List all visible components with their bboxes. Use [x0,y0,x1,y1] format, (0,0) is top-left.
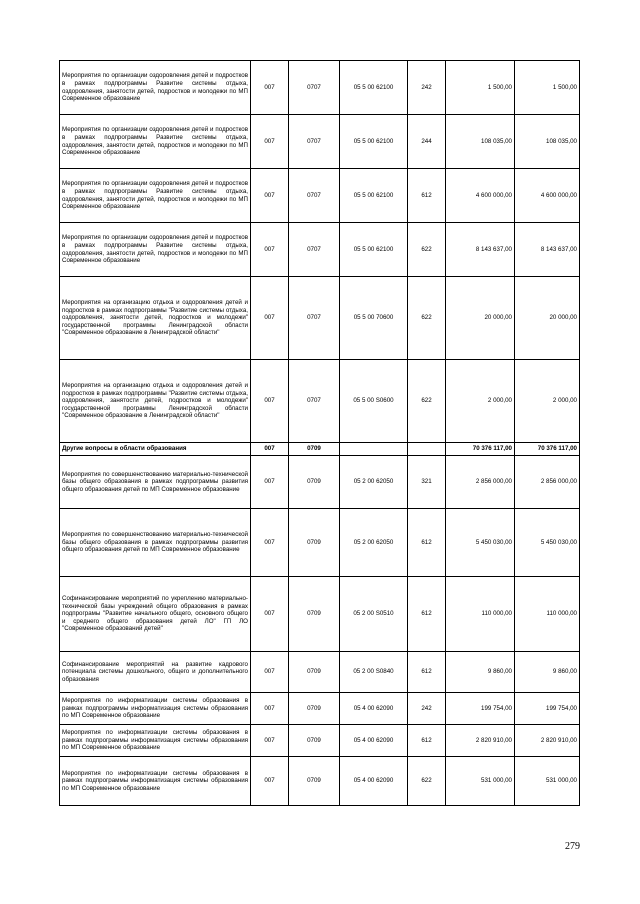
ministry-code: 007 [251,115,289,169]
amount-1: 531 000,00 [446,757,515,806]
amount-1: 1 500,00 [446,61,515,115]
amount-2: 108 035,00 [515,115,580,169]
row-description: Мероприятия по совершенствованию материально-технической базы общего образования в рамках подпрограммы развития общего образования детей по МП Современное образование [60,509,251,577]
amount-1: 20 000,00 [446,277,515,360]
expense-type-code: 242 [408,61,446,115]
row-description: Софинансирование мероприятий на развитие кадрового потенциала системы дошкольного, общего и дополнительного образования [60,652,251,693]
table-row [60,169,580,223]
section-code: 0709 [289,509,340,577]
target-article-code: 05 5 00 70600 [340,277,408,360]
row-description: Софинансирование мероприятий по укреплению материально-технической базы учреждений общего образования в рамках подпрограмы "Развитие начального общего, основного общего и среднего общего образования детей ЛО" ГП ЛО "Современное образований детей" [60,577,251,652]
table-row [60,725,580,757]
amount-1: 199 754,00 [446,693,515,725]
amount-2: 9 860,00 [515,652,580,693]
section-code: 0707 [289,115,340,169]
amount-1: 108 035,00 [446,115,515,169]
section-code: 0709 [289,725,340,757]
expense-type-code: 612 [408,509,446,577]
amount-2: 4 600 000,00 [515,169,580,223]
target-article-code: 05 5 00 62100 [340,61,408,115]
target-article-code: 05 2 00 S0510 [340,577,408,652]
target-article-code: 05 5 00 62100 [340,223,408,277]
budget-table-body [60,61,580,806]
table-row [60,456,580,509]
ministry-code: 007 [251,223,289,277]
target-article-code: 05 4 00 62090 [340,725,408,757]
amount-2: 2 820 910,00 [515,725,580,757]
expense-type-code: 622 [408,757,446,806]
page-number: 279 [565,841,580,852]
amount-1: 5 450 030,00 [446,509,515,577]
expense-type-code: 321 [408,456,446,509]
section-code: 0709 [289,652,340,693]
ministry-code: 007 [251,652,289,693]
ministry-code: 007 [251,757,289,806]
table-row [60,757,580,806]
expense-type-code: 244 [408,115,446,169]
target-article-code: 05 5 00 62100 [340,115,408,169]
section-code: 0707 [289,223,340,277]
table-row [60,693,580,725]
row-description: Мероприятия по информатизации системы образования в рамках подпрограммы информатизация системы образования по МП Современное образование [60,693,251,725]
ministry-code: 007 [251,456,289,509]
ministry-code: 007 [251,61,289,115]
amount-2: 5 450 030,00 [515,509,580,577]
target-article-code [340,443,408,456]
budget-table [59,60,580,806]
expense-type-code: 612 [408,577,446,652]
row-description: Другие вопросы в области образования [60,443,251,456]
expense-type-code: 622 [408,360,446,443]
table-row [60,61,580,115]
amount-2: 2 856 000,00 [515,456,580,509]
row-description: Мероприятия по организации оздоровления детей и подростков в рамках подпрограммы Развитие системы отдыха, оздоровления, занятости детей, подростков и молодежи по МП Современное образование [60,169,251,223]
expense-type-code: 622 [408,277,446,360]
section-code: 0707 [289,277,340,360]
amount-1: 110 000,00 [446,577,515,652]
table-row [60,509,580,577]
amount-2: 199 754,00 [515,693,580,725]
amount-2: 2 000,00 [515,360,580,443]
section-code: 0707 [289,169,340,223]
ministry-code: 007 [251,443,289,456]
target-article-code: 05 2 00 62050 [340,456,408,509]
row-description: Мероприятия на организацию отдыха и оздоровления детей и подростков в рамках подпрограммы "Развитие системы отдыха, оздоровления, занятости детей, подростков и молодежи" государственной программы Ленинградской области "Современное образование в Ленинградской области" [60,277,251,360]
row-description: Мероприятия по совершенствованию материально-технической базы общего образования в рамках подпрограммы развития общего образования детей по МП Современное образование [60,456,251,509]
row-description: Мероприятия на организацию отдыха и оздоровления детей и подростков в рамках подпрограммы "Развитие системы отдыха, оздоровления, занятости детей, подростков и молодежи" государственной программы Ленинградской области "Современное образование в Ленинградской области" [60,360,251,443]
amount-1: 9 860,00 [446,652,515,693]
amount-2: 70 376 117,00 [515,443,580,456]
target-article-code: 05 5 00 62100 [340,169,408,223]
amount-1: 8 143 637,00 [446,223,515,277]
amount-2: 110 000,00 [515,577,580,652]
target-article-code: 05 5 00 S0600 [340,360,408,443]
target-article-code: 05 2 00 62050 [340,509,408,577]
table-row [60,652,580,693]
ministry-code: 007 [251,577,289,652]
ministry-code: 007 [251,509,289,577]
target-article-code: 05 4 00 62090 [340,757,408,806]
amount-2: 1 500,00 [515,61,580,115]
row-description: Мероприятия по организации оздоровления детей и подростков в рамках подпрограммы Развитие системы отдыха, оздоровления, занятости детей, подростков и молодежи по МП Современное образование [60,115,251,169]
row-description: Мероприятия по организации оздоровления детей и подростков в рамках подпрограммы Развитие системы отдыха, оздоровления, занятости детей, подростков и молодежи по МП Современное образование [60,61,251,115]
table-row [60,577,580,652]
section-code: 0707 [289,61,340,115]
expense-type-code [408,443,446,456]
ministry-code: 007 [251,169,289,223]
target-article-code: 05 4 00 62090 [340,693,408,725]
row-description: Мероприятия по организации оздоровления детей и подростков в рамках подпрограммы Развитие системы отдыха, оздоровления, занятости детей, подростков и молодежи по МП Современное образование [60,223,251,277]
section-code: 0709 [289,443,340,456]
expense-type-code: 612 [408,169,446,223]
table-row [60,277,580,360]
expense-type-code: 242 [408,693,446,725]
amount-2: 531 000,00 [515,757,580,806]
amount-1: 2 856 000,00 [446,456,515,509]
table-row [60,115,580,169]
section-code: 0709 [289,757,340,806]
expense-type-code: 612 [408,652,446,693]
amount-2: 8 143 637,00 [515,223,580,277]
expense-type-code: 622 [408,223,446,277]
table-row [60,223,580,277]
amount-1: 2 000,00 [446,360,515,443]
section-code: 0709 [289,577,340,652]
amount-1: 4 600 000,00 [446,169,515,223]
amount-2: 20 000,00 [515,277,580,360]
budget-table-container [59,60,579,806]
table-row [60,360,580,443]
table-row [60,443,580,456]
section-code: 0709 [289,693,340,725]
section-code: 0709 [289,456,340,509]
row-description: Мероприятия по информатизации системы образования в рамках подпрограммы информатизация системы образования по МП Современное образование [60,757,251,806]
target-article-code: 05 2 00 S0840 [340,652,408,693]
ministry-code: 007 [251,725,289,757]
amount-1: 70 376 117,00 [446,443,515,456]
ministry-code: 007 [251,693,289,725]
expense-type-code: 612 [408,725,446,757]
row-description: Мероприятия по информатизации системы образования в рамках подпрограммы информатизация системы образования по МП Современное образование [60,725,251,757]
ministry-code: 007 [251,360,289,443]
section-code: 0707 [289,360,340,443]
ministry-code: 007 [251,277,289,360]
amount-1: 2 820 910,00 [446,725,515,757]
